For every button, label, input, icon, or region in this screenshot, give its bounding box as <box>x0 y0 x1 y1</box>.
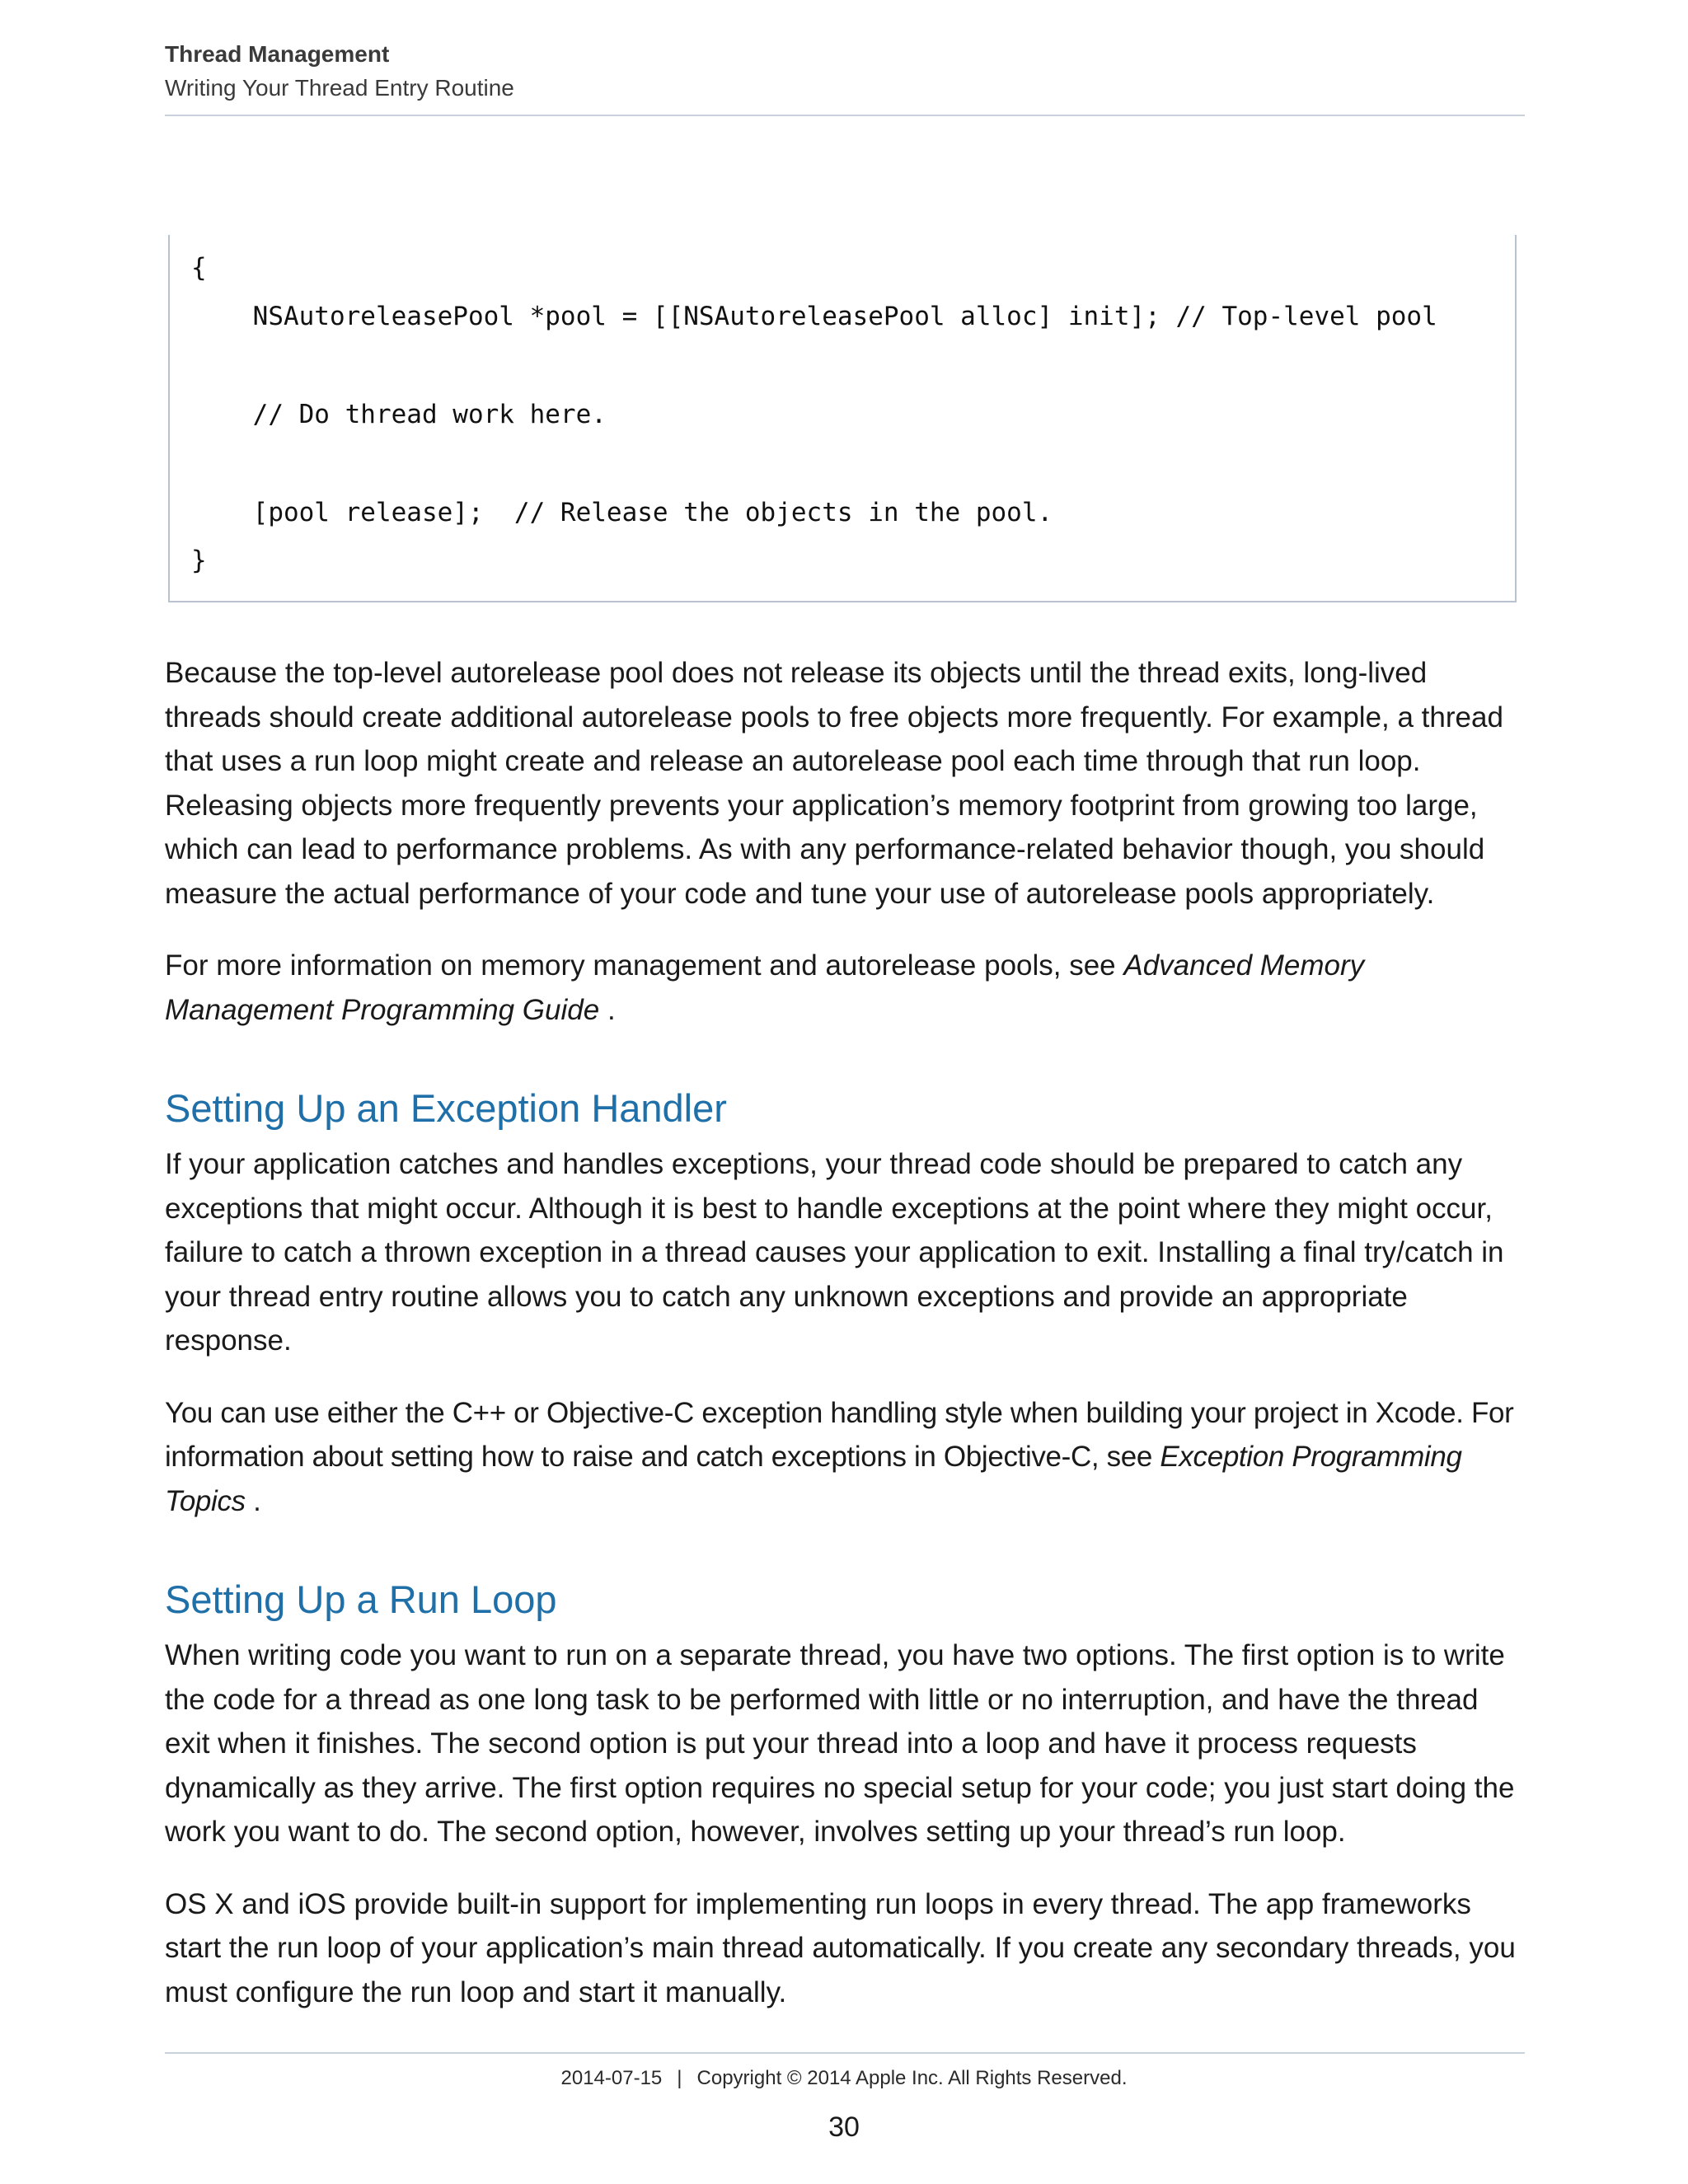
paragraph-text: . <box>245 1484 261 1517</box>
paragraph: If your application catches and handles exceptions, your thread code should be prepared to catch any exceptions that might occur. Although it is best to handle exceptions at the point where they might occur, failure to catch a thrown exception in a thread causes your application to exit. Installing a final try/catch in your thread entry routine allows you to catch any unknown exceptions and provide an appropriate response. <box>165 1148 1504 1357</box>
paragraph-text: For more information on memory management and autorelease pools, see <box>165 949 1124 982</box>
footer-separator: | <box>677 2067 682 2089</box>
page-footer <box>0 2067 1688 2090</box>
paragraph <box>165 1391 1525 1524</box>
paragraph: Because the top-level autorelease pool does not release its objects until the thread exits, long-lived threads should create additional autorelease pools to free objects more frequently. For example, a thread that uses a run loop might create and release an autorelease pool each time through that run loop. Releasing objects more frequently prevents your application’s memory footprint from growing too large, which can lead to performance problems. As with any performance-related behavior though, you should measure the actual performance of your code and tune your use of autorelease pools appropriately. <box>165 657 1503 910</box>
header-divider <box>165 115 1525 116</box>
code-line: NSAutoreleasePool *pool = [[NSAutoreleasePool alloc] init]; // Top-level pool <box>191 302 1437 331</box>
footer-copyright: Copyright © 2014 Apple Inc. All Rights Reserved. <box>696 2067 1128 2089</box>
paragraph-text: You can use either the C++ or Objective-C exception handling style when building your project in Xcode. For information about setting how to raise and catch exceptions in Objective-C, see <box>165 1396 1514 1473</box>
paragraph-text: . <box>599 993 616 1026</box>
doc-link-exception-topics[interactable]: Exception Programming Topics <box>165 1441 1462 1517</box>
footer-divider <box>165 2052 1525 2054</box>
page-header <box>165 38 1525 105</box>
main-content <box>165 651 1525 2042</box>
code-line: // Do thread work here. <box>191 400 607 429</box>
code-line: [pool release]; // Release the objects in the pool. <box>191 498 1053 527</box>
doc-link-memory-guide[interactable]: Advanced Memory Management Programming Guide <box>165 949 1365 1026</box>
code-listing <box>168 235 1517 602</box>
section-heading: Setting Up a Run Loop <box>165 1577 557 1621</box>
paragraph <box>165 944 1525 1032</box>
header-chapter-title: Thread Management <box>165 41 390 67</box>
paragraph: OS X and iOS provide built-in support for implementing run loops in every thread. The app frameworks start the run loop of your application’s main thread automatically. If you create any secondary threads, you must configure the run loop and start it manually. <box>165 1887 1516 2008</box>
section-heading: Setting Up an Exception Handler <box>165 1086 727 1130</box>
footer-date: 2014-07-15 <box>560 2067 663 2089</box>
code-line: } <box>191 546 207 575</box>
header-section-title: Writing Your Thread Entry Routine <box>165 75 514 101</box>
page-number: 30 <box>828 2111 860 2143</box>
code-line: { <box>191 253 207 283</box>
paragraph: When writing code you want to run on a separate thread, you have two options. The first option is to write the code for a thread as one long task to be performed with little or no interruption, and have the thread exit when it finishes. The second option is put your thread into a loop and have it process requests dynamically as they arrive. The first option requires no special setup for your code; you just start doing the work you want to do. The second option, however, involves setting up your thread’s run loop. <box>165 1639 1515 1848</box>
